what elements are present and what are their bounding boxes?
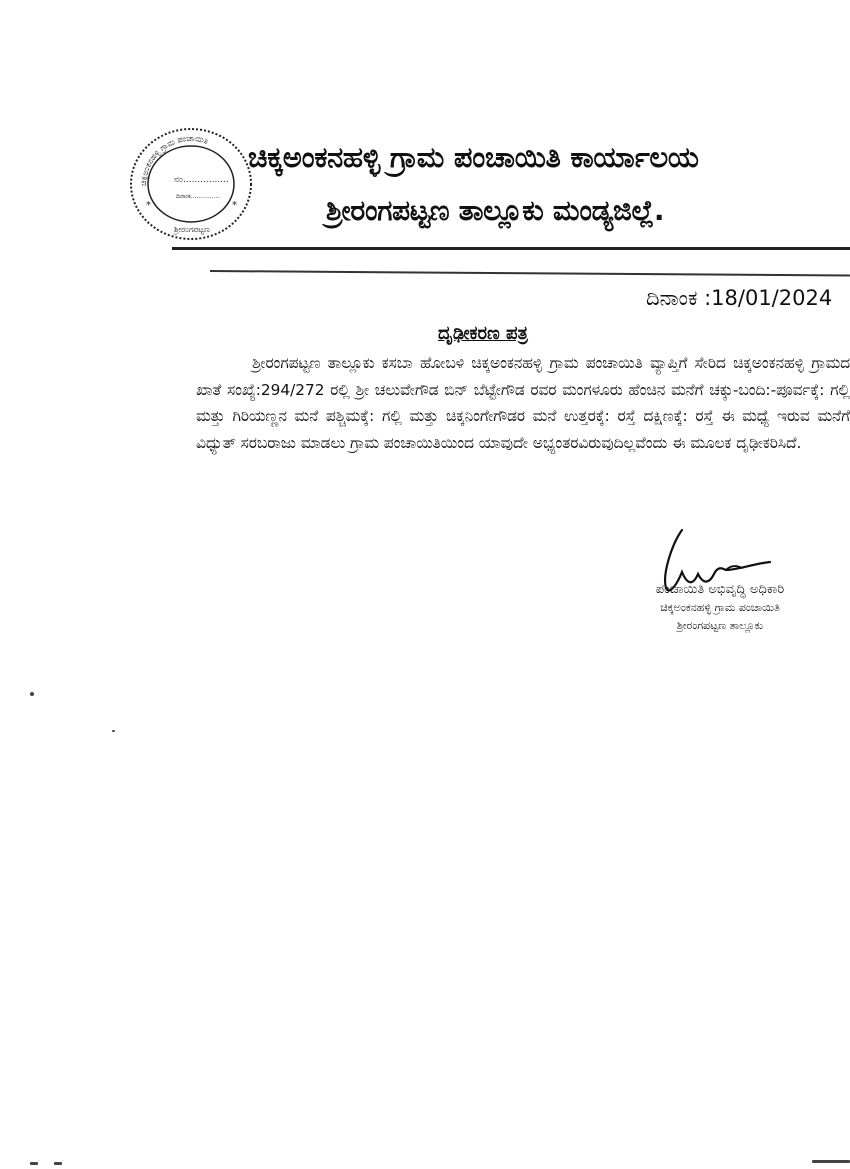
scan-speck bbox=[112, 730, 115, 732]
svg-text:ಶ್ರೀರಂಗಪಟ್ಟಣ: ಶ್ರೀರಂಗಪಟ್ಟಣ bbox=[174, 225, 210, 234]
issue-date: ದಿನಾಂಕ :18/01/2024 bbox=[646, 286, 833, 310]
scan-speck bbox=[54, 1162, 62, 1165]
scan-speck bbox=[812, 1160, 850, 1163]
scan-speck bbox=[30, 692, 34, 696]
svg-text:*: * bbox=[146, 200, 151, 211]
office-subtitle: ಶ್ರೀರಂಗಪಟ್ಟಣ ತಾಲ್ಲೂಕು ಮಂಡ್ಯಜಿಲ್ಲೆ. bbox=[326, 194, 665, 227]
svg-text:ನಂ................: ನಂ................ bbox=[174, 175, 229, 185]
panchayat-seal-stamp bbox=[124, 124, 258, 244]
header-rule bbox=[172, 247, 850, 250]
signatory-block bbox=[610, 582, 830, 633]
certificate-body: ಶ್ರೀರಂಗಪಟ್ಟಣ ತಾಲ್ಲೂಕು ಕಸಬಾ ಹೋಬಳಿ ಚಿಕ್ಕಅಂಕನಹಳ್ಳಿ ಗ್ರಾಮ ಪಂಚಾಯಿತಿ ವ್ಯಾಪ್ತಿಗೆ ಸೇರಿದ ಚಿಕ್ಕಅಂಕನಹಳ್ಳಿ ಗ್ರಾಮದ ಖಾತೆ ಸಂಖ್ಯೆ:294/272 ರಲ್ಲಿ ಶ್ರೀ ಚಲುವೇಗೌಡ ಬಿನ್ ಬೆಟ್ಟೇಗೌಡ ರವರ ಮಂಗಳೂರು ಹೆಂಚಿನ ಮನೆಗೆ ಚಕ್ಕು-ಬಂದಿ:-ಪೂರ್ವಕ್ಕೆ: ಗಲ್ಲಿ ಮತ್ತು ಗಿರಿಯಣ್ಣನ ಮನೆ ಪಶ್ಚಿಮಕ್ಕೆ: ಗಲ್ಲಿ ಮತ್ತು ಚಿಕ್ಕನಿಂಗೇಗೌಡರ ಮನೆ ಉತ್ತರಕ್ಕೆ: ರಸ್ತೆ ದಕ್ಷಿಣಕ್ಕೆ: ರಸ್ತೆ ಈ ಮಧ್ಯೆ ಇರುವ ಮನೆಗೆ ವಿಧ್ಯುತ್ ಸರಬರಾಜು ಮಾಡಲು ಗ್ರಾಮ ಪಂಚಾಯಿತಿಯಿಂದ ಯಾವುದೇ ಅಭ್ಯಂತರವಿರುವುದಿಲ್ಲವೆಂದು ಈ ಮೂಲಕ ದೃಢೀಕರಿಸಿದೆ. bbox=[196, 354, 850, 452]
scan-speck bbox=[30, 1162, 38, 1165]
header-rule-secondary bbox=[210, 270, 850, 276]
signatory-office: ಚಿಕ್ಕಅಂಕನಹಳ್ಳಿ ಗ್ರಾಮ ಪಂಚಾಯಿತಿ bbox=[660, 601, 780, 614]
svg-text:ದಿನಾಂಕ...............: ದಿನಾಂಕ............... bbox=[176, 193, 220, 200]
signatory-designation: ಪಂಚಾಯಿತಿ ಅಭಿವೃದ್ಧಿ ಅಧಿಕಾರಿ bbox=[655, 582, 785, 597]
svg-text:ಚಿಕ್ಕಅಂಕನಹಳ್ಳಿ ಗ್ರಾಮ ಪಂಚಾಯಿತಿ: ಚಿಕ್ಕಅಂಕನಹಳ್ಳಿ ಗ್ರಾಮ ಪಂಚಾಯಿತಿ bbox=[138, 133, 210, 187]
signatory-taluk: ಶ್ರೀರಂಗಪಟ್ಟಣ ತಾಲ್ಲೂಕು bbox=[676, 619, 764, 632]
document-heading: ದೃಢೀಕರಣ ಪತ್ರ bbox=[438, 323, 528, 344]
office-title: ಚಿಕ್ಕಅಂಕನಹಳ್ಳಿ ಗ್ರಾಮ ಪಂಚಾಯಿತಿ ಕಾರ್ಯಾಲಯ bbox=[248, 140, 699, 174]
svg-text:*: * bbox=[232, 200, 237, 211]
